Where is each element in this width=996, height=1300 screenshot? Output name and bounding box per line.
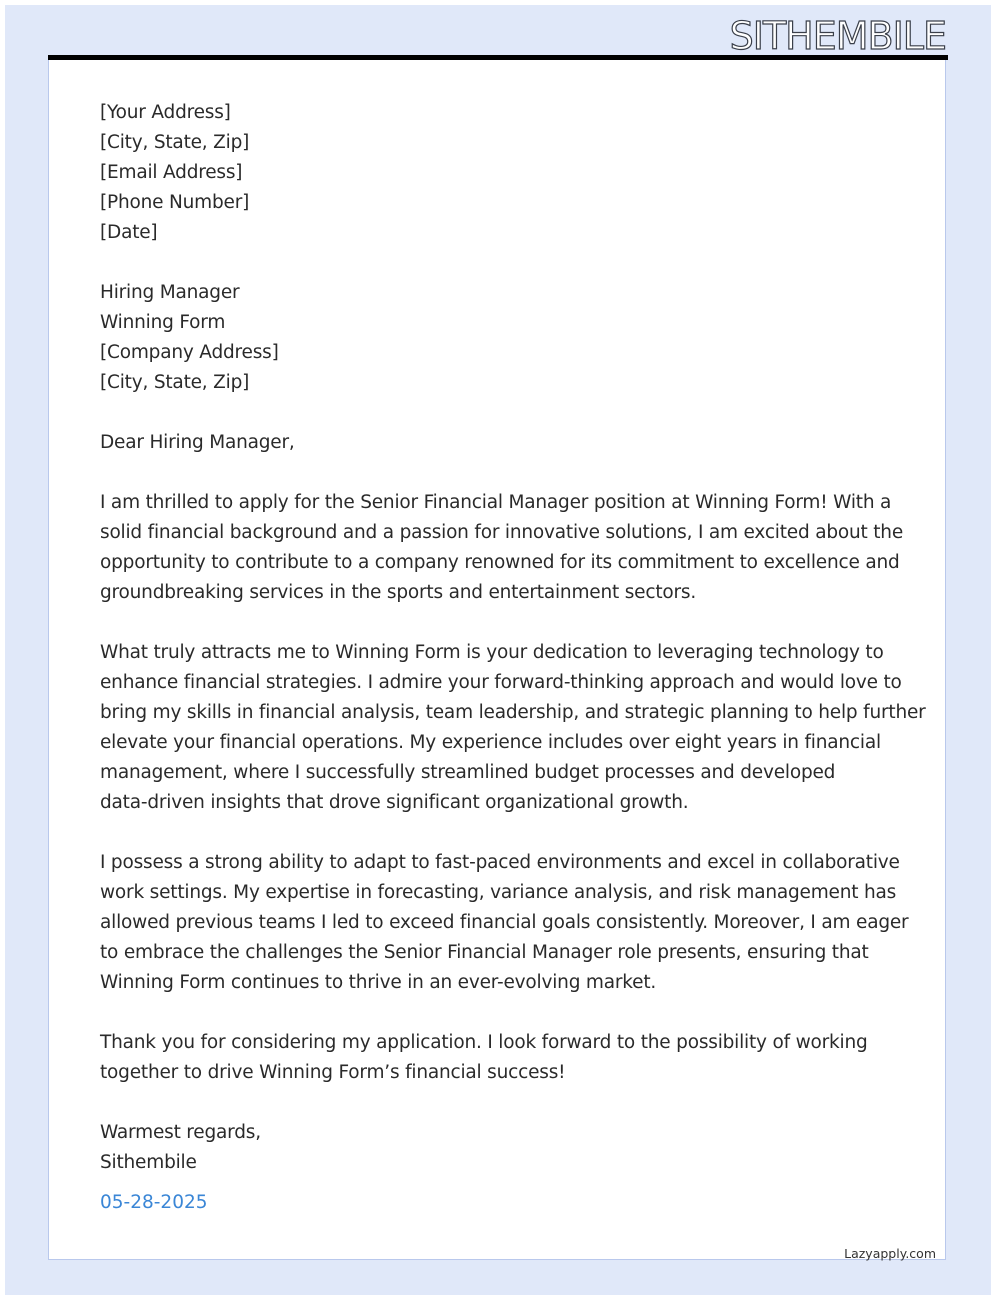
recipient-block — [100, 278, 900, 398]
paragraph-line: bring my skills in financial analysis, team leadership, and strategic planning to help further — [100, 702, 926, 723]
paragraph-line: I am thrilled to apply for the Senior Financial Manager position at Winning Form! With a — [100, 492, 892, 513]
paragraph-line: work settings. My expertise in forecasting, variance analysis, and risk management has — [100, 882, 897, 903]
paragraph-line: to embrace the challenges the Senior Financial Manager role presents, ensuring that — [100, 942, 869, 963]
sender-address: [Your Address] — [100, 102, 231, 123]
sender-block — [100, 98, 900, 248]
paragraph-line: data-driven insights that drove significant organizational growth. — [100, 792, 689, 813]
paragraph-line: allowed previous teams I led to exceed financial goals consistently. Moreover, I am eager — [100, 912, 909, 933]
paragraph-line: Winning Form continues to thrive in an ever-evolving market. — [100, 972, 657, 993]
recipient-city-state-zip: [City, State, Zip] — [100, 372, 250, 393]
date-stamp: 05-28-2025 — [100, 1192, 208, 1213]
recipient-company: Winning Form — [100, 312, 226, 333]
recipient-address: [Company Address] — [100, 342, 279, 363]
paragraph-line: enhance financial strategies. I admire your forward-thinking approach and would love to — [100, 672, 902, 693]
sender-phone: [Phone Number] — [100, 192, 250, 213]
paragraph-closing — [100, 1028, 900, 1088]
paragraph-line: management, where I successfully streamlined budget processes and developed — [100, 762, 836, 783]
paragraph-motivation — [100, 638, 926, 818]
sender-email: [Email Address] — [100, 162, 243, 183]
closing-phrase: Warmest regards, — [100, 1122, 261, 1143]
paragraph-line: I possess a strong ability to adapt to fast-paced environments and excel in collaborative — [100, 852, 900, 873]
signature-name: Sithembile — [100, 1152, 197, 1173]
recipient-title: Hiring Manager — [100, 282, 240, 303]
paragraph-line: What truly attracts me to Winning Form is your dedication to leveraging technology to — [100, 642, 884, 663]
sender-city-state-zip: [City, State, Zip] — [100, 132, 250, 153]
footer-site-link[interactable]: Lazyapply.com — [844, 1246, 936, 1261]
sender-date: [Date] — [100, 222, 158, 243]
paragraph-line: together to drive Winning Form’s financial success! — [100, 1062, 566, 1083]
salutation: Dear Hiring Manager, — [100, 432, 295, 453]
paragraph-line: opportunity to contribute to a company renowned for its commitment to excellence and — [100, 552, 900, 573]
paragraph-line: Thank you for considering my application. I look forward to the possibility of working — [100, 1032, 868, 1053]
paragraph-intro — [100, 488, 904, 608]
paragraph-line: solid financial background and a passion for innovative solutions, I am excited about the — [100, 522, 904, 543]
paragraph-skills — [100, 848, 909, 998]
paragraph-line: groundbreaking services in the sports and entertainment sectors. — [100, 582, 697, 603]
paragraph-line: elevate your financial operations. My experience includes over eight years in financial — [100, 732, 881, 753]
letter-body — [100, 98, 926, 1178]
brand-name: SITHEMBILE — [729, 14, 946, 58]
